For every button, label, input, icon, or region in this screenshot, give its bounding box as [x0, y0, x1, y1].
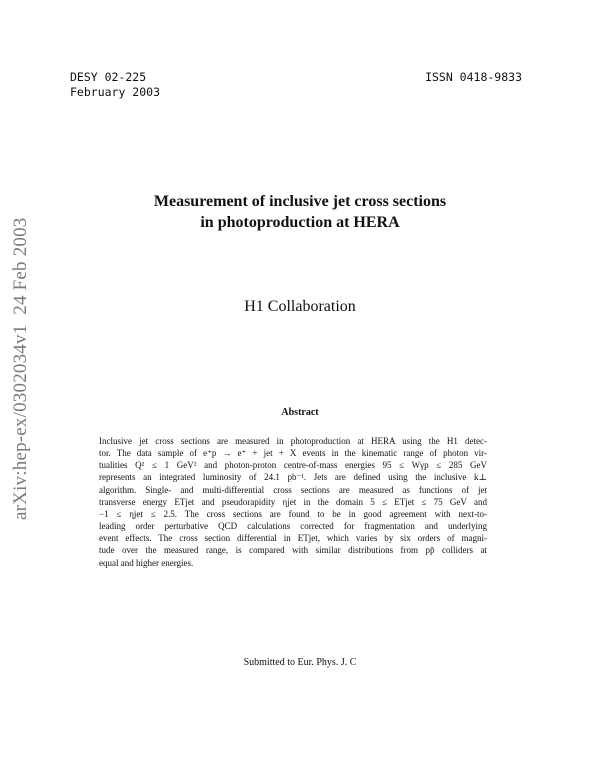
- abstract-line: equal and higher energies.: [99, 557, 194, 568]
- abstract-line: leading order perturbative QCD calculations corrected for fragmentation and underlying: [99, 521, 487, 532]
- issn-number: ISSN 0418-9833: [425, 70, 522, 84]
- title-line-1: Measurement of inclusive jet cross sections: [153, 193, 447, 210]
- arxiv-stamp: arXiv:hep-ex/0302034v1 24 Feb 2003: [10, 217, 31, 520]
- title-line-2: in photoproduction at HERA: [200, 214, 400, 231]
- paper-title: [0, 191, 600, 233]
- abstract-line: tualities Q² ≤ 1 GeV² and photon-proton centre-of-mass energies 95 ≤ Wγp ≤ 285 GeV: [99, 460, 487, 471]
- abstract-line: −1 ≤ ηjet ≤ 2.5. The cross sections are found to be in good agreement with next-to-: [99, 508, 487, 519]
- abstract-line: transverse energy ETjet and pseudorapidity ηjet in the domain 5 ≤ ETjet ≤ 75 GeV and: [99, 496, 487, 507]
- abstract-line: algorithm. Single- and multi-differential cross sections are measured as functions of jet: [99, 484, 487, 495]
- abstract-line: tude over the measured range, is compared with similar distributions from pp̄ colliders at: [99, 545, 487, 556]
- submission-note: Submitted to Eur. Phys. J. C: [243, 657, 357, 668]
- abstract-body: [99, 435, 487, 569]
- abstract-line: represents an integrated luminosity of 24.1 pb⁻¹. Jets are defined using the inclusive k⊥: [99, 472, 487, 483]
- report-number: DESY 02-225: [70, 70, 147, 84]
- abstract-line: Inclusive jet cross sections are measured in photoproduction at HERA using the H1 detec-: [99, 436, 487, 446]
- abstract-line: tor. The data sample of e⁺p → e⁺ + jet + X events in the kinematic range of photon vir-: [99, 448, 487, 459]
- author-collaboration: H1 Collaboration: [244, 298, 356, 315]
- report-header-left: [70, 70, 160, 100]
- abstract-heading: Abstract: [281, 407, 319, 418]
- abstract-line: event effects. The cross section differential in ETjet, which varies by six orders of magni-: [99, 533, 487, 544]
- report-header-right: [425, 70, 522, 85]
- report-date: February 2003: [70, 85, 161, 99]
